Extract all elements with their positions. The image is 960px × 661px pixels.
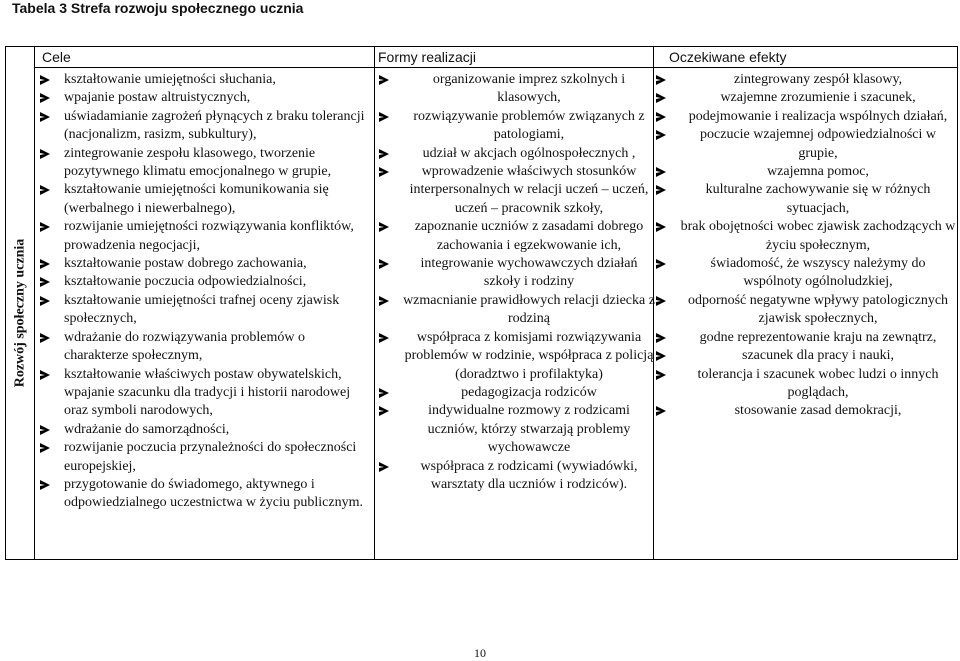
arrow-bullet-icon: [656, 185, 666, 195]
efekty-item: [656, 329, 956, 347]
arrow-bullet-icon: [40, 480, 50, 490]
arrow-bullet-icon: [40, 185, 50, 195]
arrow-bullet-icon: [40, 443, 50, 453]
arrow-bullet-icon: [656, 130, 666, 140]
arrow-bullet-icon: [40, 75, 50, 85]
header-formy: Formy realizacji: [378, 49, 477, 65]
cele-item-text: kształtowanie umiejętności komunikowania się (werbalnego i niewerbalnego),: [64, 182, 329, 216]
arrow-bullet-icon: [379, 462, 389, 472]
arrow-bullet-icon: [379, 75, 389, 85]
cele-item: [40, 476, 368, 513]
formy-item: [379, 458, 655, 495]
formy-item-text: współpraca z rodzicami (wywiadówki, warsztaty dla uczniów i rodziców).: [420, 458, 638, 492]
efekty-item-text: poczucie wzajemnej odpowiedzialności w grupie,: [700, 127, 936, 161]
formy-item-text: wzmacnianie prawidłowych relacji dziecka z rodziną: [403, 292, 655, 327]
formy-item: [379, 163, 655, 218]
arrow-bullet-icon: [379, 112, 389, 122]
arrow-bullet-icon: [40, 112, 50, 122]
efekty-item-text: wzajemna pomoc,: [767, 164, 869, 180]
arrow-bullet-icon: [379, 222, 389, 232]
arrow-bullet-icon: [40, 93, 50, 103]
cele-item-text: kształtowanie umiejętności słuchania,: [64, 72, 276, 87]
cele-item-text: zintegrowanie zespołu klasowego, tworzenie pozytywnego klimatu emocjonalnego w grupie,: [64, 145, 332, 180]
cele-item: [40, 218, 368, 255]
cele-item: [40, 273, 368, 291]
efekty-item: [656, 89, 956, 107]
cele-item: [40, 439, 368, 476]
arrow-bullet-icon: [40, 333, 50, 343]
header-efekty: Oczekiwane efekty: [669, 49, 787, 65]
efekty-item-text: wzajemne zrozumienie i szacunek,: [720, 90, 916, 106]
cele-item-text: rozwijanie poczucia przynależności do społeczności europejskiej,: [64, 440, 357, 474]
arrow-bullet-icon: [40, 296, 50, 306]
cele-item-text: wpajanie postaw altruistycznych,: [64, 90, 251, 106]
development-table: [5, 46, 958, 560]
arrow-bullet-icon: [656, 167, 666, 177]
efekty-item: [656, 181, 956, 218]
cele-item: [40, 329, 368, 366]
arrow-bullet-icon: [40, 370, 50, 380]
column-divider: [374, 47, 375, 559]
formy-item: [379, 145, 655, 163]
formy-item: [379, 402, 655, 457]
efekty-item-text: odporność negatywne wpływy patologicznych zjawisk społecznych,: [687, 292, 949, 327]
cele-item-text: rozwijanie umiejętności rozwiązywania konfliktów, prowadzenia negocjacji,: [64, 219, 354, 253]
cele-item-text: przygotowanie do świadomego, aktywnego i odpowiedzialnego uczestnictwa w życiu publicznym.: [64, 476, 363, 511]
formy-item-text: udział w akcjach ogólnospołecznych ,: [422, 145, 636, 161]
efekty-item: [656, 71, 956, 89]
arrow-bullet-icon: [379, 149, 389, 159]
row-label-text: Rozwój społeczny ucznia: [12, 238, 28, 388]
formy-item-text: rozwiązywanie problemów związanych z patologiami,: [413, 108, 645, 143]
cele-item: [40, 71, 368, 89]
efekty-item-text: kulturalne zachowywanie się w różnych sytuacjach,: [705, 182, 931, 216]
arrow-bullet-icon: [656, 296, 666, 306]
cele-column: [40, 71, 368, 513]
efekty-item: [656, 292, 956, 329]
efekty-item: [656, 366, 956, 403]
formy-item-text: indywidualne rozmowy z rodzicami uczniów, którzy stwarzają problemy wychowawcze: [427, 403, 631, 456]
cele-item: [40, 255, 368, 273]
formy-item: [379, 71, 655, 108]
arrow-bullet-icon: [656, 75, 666, 85]
arrow-bullet-icon: [656, 351, 666, 361]
page-number: 10: [474, 646, 486, 660]
formy-item-text: pedagogizacja rodziców: [461, 384, 597, 400]
efekty-item-text: brak obojętności wobec zjawisk zachodzących w życiu społecznym,: [680, 219, 956, 253]
arrow-bullet-icon: [656, 370, 666, 380]
arrow-bullet-icon: [379, 167, 389, 177]
arrow-bullet-icon: [656, 406, 666, 416]
cele-item: [40, 145, 368, 182]
arrow-bullet-icon: [656, 333, 666, 343]
formy-item: [379, 108, 655, 145]
cele-item: [40, 292, 368, 329]
efekty-item-text: podejmowanie i realizacja wspólnych działań,: [688, 108, 948, 124]
arrow-bullet-icon: [379, 388, 389, 398]
efekty-item: [656, 402, 956, 420]
arrow-bullet-icon: [656, 259, 666, 269]
arrow-bullet-icon: [40, 259, 50, 269]
arrow-bullet-icon: [379, 406, 389, 416]
formy-item: [379, 329, 655, 384]
arrow-bullet-icon: [656, 93, 666, 103]
efekty-item: [656, 108, 956, 126]
efekty-item-text: zintegrowany zespół klasowy,: [733, 72, 903, 87]
formy-item-text: wprowadzenie właściwych stosunków interpersonalnych w relacji uczeń – uczeń, uczeń – pracownik szkoły,: [409, 164, 649, 216]
cele-item-text: uświadamianie zagrożeń płynących z braku tolerancji (nacjonalizm, rasizm, subkultury),: [64, 108, 365, 143]
header-cele: Cele: [42, 49, 71, 65]
row-label: [6, 67, 34, 559]
arrow-bullet-icon: [379, 333, 389, 343]
cele-item-text: kształtowanie umiejętności trafnej oceny zjawisk społecznych,: [64, 292, 340, 327]
efekty-item: [656, 163, 956, 181]
arrow-bullet-icon: [40, 277, 50, 287]
formy-column: [379, 71, 655, 494]
cele-item: [40, 89, 368, 107]
arrow-bullet-icon: [656, 222, 666, 232]
cele-item-text: kształtowanie postaw dobrego zachowania,: [64, 256, 307, 272]
efekty-item: [656, 218, 956, 255]
header-divider: [34, 67, 957, 68]
efekty-item: [656, 126, 956, 163]
efekty-item-text: szacunek dla pracy i nauki,: [742, 348, 894, 364]
formy-item-text: współpraca z komisjami rozwiązywania problemów w rodzinie, współpraca z policją (doradztwo i profilaktyka): [404, 329, 654, 382]
arrow-bullet-icon: [40, 149, 50, 159]
cele-item-text: kształtowanie poczucia odpowiedzialności,: [64, 274, 307, 290]
efekty-item: [656, 347, 956, 365]
efekty-column: [656, 71, 956, 421]
cele-item: [40, 366, 368, 421]
efekty-item: [656, 255, 956, 292]
formy-item-text: zapoznanie uczniów z zasadami dobrego zachowania i egzekwowanie ich,: [414, 219, 644, 253]
cele-item-text: wdrażanie do samorządności,: [64, 421, 230, 437]
column-divider: [34, 47, 35, 559]
formy-item-text: integrowanie wychowawczych działań szkoły i rodziny: [420, 256, 638, 290]
formy-item: [379, 292, 655, 329]
arrow-bullet-icon: [40, 425, 50, 435]
cele-item-text: kształtowanie właściwych postaw obywatelskich, wpajanie szacunku dla tradycji i historii narodowej oraz symboli narodowych,: [64, 366, 351, 419]
arrow-bullet-icon: [40, 222, 50, 232]
formy-item: [379, 255, 655, 292]
cele-item-text: wdrażanie do rozwiązywania problemów o charakterze społecznym,: [64, 329, 306, 364]
arrow-bullet-icon: [656, 112, 666, 122]
arrow-bullet-icon: [379, 296, 389, 306]
cele-item: [40, 421, 368, 439]
efekty-item-text: godne reprezentowanie kraju na zewnątrz,: [699, 329, 937, 345]
cele-item: [40, 181, 368, 218]
formy-item: [379, 384, 655, 402]
efekty-item-text: stosowanie zasad demokracji,: [734, 403, 902, 419]
efekty-item-text: świadomość, że wszyscy należymy do wspólnoty ogólnoludzkiej,: [710, 256, 926, 290]
formy-item: [379, 218, 655, 255]
efekty-item-text: tolerancja i szacunek wobec ludzi o innych poglądach,: [697, 366, 939, 400]
arrow-bullet-icon: [379, 259, 389, 269]
formy-item-text: organizowanie imprez szkolnych i klasowych,: [432, 72, 626, 106]
cele-item: [40, 108, 368, 145]
document-title: Tabela 3 Strefa rozwoju społecznego ucznia: [12, 0, 304, 16]
